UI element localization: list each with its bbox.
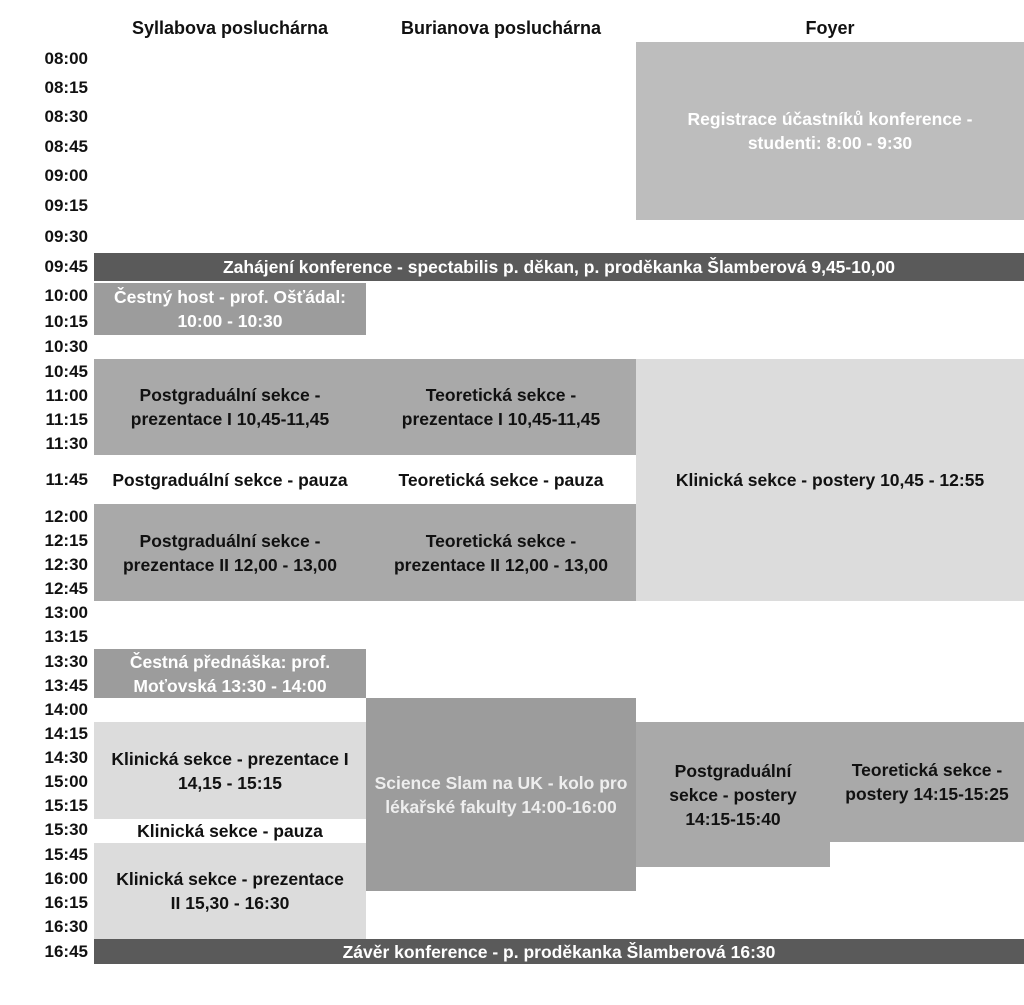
event-science-slam: Science Slam na UK - kolo pro lékařské fakulty 14:00-16:00	[366, 698, 636, 891]
header-foyer: Foyer	[805, 18, 855, 38]
event-teor-postery: Teoretická sekce - postery 14:15-15:25	[830, 722, 1024, 842]
event-teor-pauza: Teoretická sekce - pauza	[398, 470, 604, 490]
time-label: 15:45	[44, 845, 88, 864]
time-label: 09:00	[44, 166, 88, 185]
time-label: 10:30	[44, 337, 88, 356]
event-klin-prezentace-2: Klinická sekce - prezentace II 15,30 - 16:30	[94, 843, 366, 939]
time-label: 13:30	[44, 652, 88, 671]
time-label: 08:45	[44, 137, 88, 156]
event-klin-prezentace-1: Klinická sekce - prezentace I 14,15 - 15:15	[94, 722, 366, 819]
time-label: 11:45	[45, 470, 88, 489]
time-label: 10:15	[44, 312, 88, 331]
time-label: 15:00	[44, 772, 88, 791]
event-cestna-prednaska: Čestná přednáška: prof. Moťovská 13:30 - 14:00	[94, 649, 366, 698]
event-klin-postery: Klinická sekce - postery 10,45 - 12:55	[636, 359, 1024, 601]
header-syllabova: Syllabova posluchárna	[131, 18, 329, 38]
time-label: 08:30	[44, 107, 88, 126]
event-cestny-host: Čestný host - prof. Ošťádal: 10:00 - 10:30	[94, 283, 366, 335]
event-postgrad-postery: Postgraduální sekce - postery 14:15-15:40	[636, 722, 830, 867]
time-label: 13:00	[44, 603, 88, 622]
time-label: 16:30	[44, 917, 88, 936]
time-label: 08:00	[44, 49, 88, 68]
time-label: 14:30	[44, 748, 88, 767]
time-label: 16:45	[44, 942, 88, 961]
time-label: 09:45	[44, 257, 88, 276]
time-label: 12:15	[44, 531, 88, 550]
time-label: 10:45	[44, 362, 88, 381]
time-label: 13:45	[44, 676, 88, 695]
time-label: 13:15	[44, 627, 88, 646]
time-label: 15:30	[44, 820, 88, 839]
time-label: 12:30	[44, 555, 88, 574]
time-label: 12:45	[44, 579, 88, 598]
event-teor-prezentace-2: Teoretická sekce - prezentace II 12,00 - 13,00	[366, 504, 636, 601]
time-label: 09:30	[44, 227, 88, 246]
event-teor-prezentace-1: Teoretická sekce - prezentace I 10,45-11,45	[366, 359, 636, 455]
time-label: 08:15	[44, 78, 88, 97]
time-label: 14:00	[44, 700, 88, 719]
event-registrace: Registrace účastníků konference - studenti: 8:00 - 9:30	[636, 42, 1024, 220]
header-burianova: Burianova posluchárna	[400, 18, 602, 38]
time-label: 09:15	[44, 196, 88, 215]
time-label: 16:00	[44, 869, 88, 888]
event-klin-pauza: Klinická sekce - pauza	[137, 821, 323, 841]
time-label: 10:00	[44, 286, 88, 305]
time-label: 12:00	[44, 507, 88, 526]
event-zaver: Závěr konference - p. proděkanka Šlamberová 16:30	[94, 939, 1024, 964]
event-postgrad-prezentace-2: Postgraduální sekce - prezentace II 12,00 - 13,00	[94, 504, 366, 601]
time-label: 11:15	[45, 410, 88, 429]
time-label: 11:00	[45, 386, 88, 405]
time-label: 15:15	[44, 796, 88, 815]
time-label: 11:30	[45, 434, 88, 453]
event-postgrad-prezentace-1: Postgraduální sekce - prezentace I 10,45-11,45	[94, 359, 366, 455]
time-label: 16:15	[44, 893, 88, 912]
event-postgrad-pauza: Postgraduální sekce - pauza	[112, 470, 348, 490]
time-label: 14:15	[44, 724, 88, 743]
event-zahajeni: Zahájení konference - spectabilis p. děkan, p. proděkanka Šlamberová 9,45-10,00	[94, 253, 1024, 281]
